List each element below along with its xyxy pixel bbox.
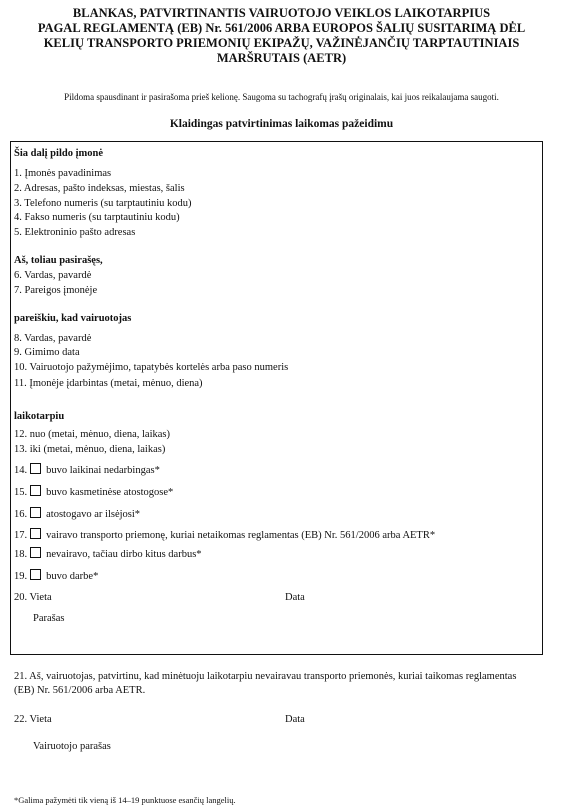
- field-driver-signature[interactable]: Vairuotojo parašas: [33, 741, 111, 752]
- option-checkbox[interactable]: [30, 507, 41, 518]
- signatory-heading: Aš, toliau pasirašęs,: [14, 255, 103, 266]
- title-line: KELIŲ TRANSPORTO PRIEMONIŲ EKIPAŽŲ, VAŽINĖJANČIŲ TARPTAUTINIAIS: [43, 36, 520, 50]
- company-heading: Šia dalį pildo įmonė: [14, 148, 103, 159]
- field-company-name[interactable]: 1. Įmonės pavadinimas: [14, 168, 112, 179]
- footnote: *Galima pažymėti tik vieną iš 14–19 punktuose esančių langelių.: [14, 795, 236, 805]
- driver-statement: 21. Aš, vairuotojas, patvirtinu, kad minėtuoju laikotarpiu nevairavau transporto priemonės, kuriai taikomas reglamentas (EB) Nr. 561/2006 arba AETR.: [14, 671, 517, 696]
- option-number: 18.: [14, 549, 28, 560]
- field-date-20[interactable]: Data: [285, 592, 305, 603]
- field-fax[interactable]: 4. Fakso numeris (su tarptautiniu kodu): [14, 212, 180, 223]
- title-line: BLANKAS, PATVIRTINANTIS VAIRUOTOJO VEIKLOS LAIKOTARPIUS: [72, 6, 491, 20]
- field-period-from[interactable]: 12. nuo (metai, mėnuo, diena, laikas): [14, 429, 170, 440]
- field-signature-20[interactable]: Parašas: [33, 613, 65, 624]
- field-signatory-position[interactable]: 7. Pareigos įmonėje: [14, 285, 98, 296]
- option-label: buvo kasmetinėse atostogose*: [46, 487, 174, 498]
- option-number: 15.: [14, 487, 28, 498]
- option-checkbox[interactable]: [30, 485, 41, 496]
- option-label: atostogavo ar ilsėjosi*: [46, 509, 141, 520]
- option-checkbox[interactable]: [30, 463, 41, 474]
- field-date-22[interactable]: Data: [285, 714, 305, 725]
- title-line: MARŠRUTAIS (AETR): [216, 51, 347, 65]
- driver-heading: pareiškiu, kad vairuotojas: [14, 313, 132, 324]
- warning-subtitle: Klaidingas patvirtinimas laikomas pažeidimu: [169, 118, 394, 130]
- option-row: [14, 547, 202, 561]
- field-period-to[interactable]: 13. iki (metai, mėnuo, diena, laikas): [14, 444, 166, 455]
- option-checkbox[interactable]: [30, 528, 41, 539]
- title-line: PAGAL REGLAMENTĄ (EB) Nr. 561/2006 ARBA EUROPOS ŠALIŲ SUSITARIMĄ DĖL: [37, 21, 526, 35]
- field-address[interactable]: 2. Adresas, pašto indeksas, miestas, šalis: [14, 183, 185, 194]
- option-number: 16.: [14, 509, 28, 520]
- instruction-note: Pildoma spausdinant ir pasirašoma prieš kelionę. Saugoma su tachografų įrašų originalais, kai juos reikalaujama saugoti.: [64, 92, 499, 102]
- period-heading: laikotarpiu: [14, 411, 65, 422]
- option-number: 19.: [14, 571, 28, 582]
- option-row: [14, 507, 140, 521]
- option-row: [14, 528, 435, 542]
- field-place-20[interactable]: 20. Vieta: [14, 592, 52, 603]
- field-license-number[interactable]: 10. Vairuotojo pažymėjimo, tapatybės kortelės arba paso numeris: [14, 362, 289, 373]
- field-phone[interactable]: 3. Telefono numeris (su tarptautiniu kodu): [14, 198, 192, 209]
- form-title: [20, 6, 543, 66]
- option-row: [14, 569, 98, 583]
- option-label: vairavo transporto priemonę, kuriai netaikomas reglamentas (EB) Nr. 561/2006 arba AETR*: [46, 530, 436, 541]
- option-number: 17.: [14, 530, 28, 541]
- option-label: nevairavo, tačiau dirbo kitus darbus*: [46, 549, 202, 560]
- field-employment-date[interactable]: 11. Įmonėje įdarbintas (metai, mėnuo, diena): [14, 378, 203, 389]
- field-signatory-name[interactable]: 6. Vardas, pavardė: [14, 270, 92, 281]
- field-email[interactable]: 5. Elektroninio pašto adresas: [14, 227, 136, 238]
- option-row: [14, 485, 173, 499]
- field-place-22[interactable]: 22. Vieta: [14, 714, 52, 725]
- option-label: buvo laikinai nedarbingas*: [46, 465, 160, 476]
- option-number: 14.: [14, 465, 28, 476]
- option-label: buvo darbe*: [46, 571, 99, 582]
- option-row: [14, 463, 160, 477]
- field-birth-date[interactable]: 9. Gimimo data: [14, 347, 80, 358]
- option-checkbox[interactable]: [30, 547, 41, 558]
- option-checkbox[interactable]: [30, 569, 41, 580]
- field-driver-name[interactable]: 8. Vardas, pavardė: [14, 333, 92, 344]
